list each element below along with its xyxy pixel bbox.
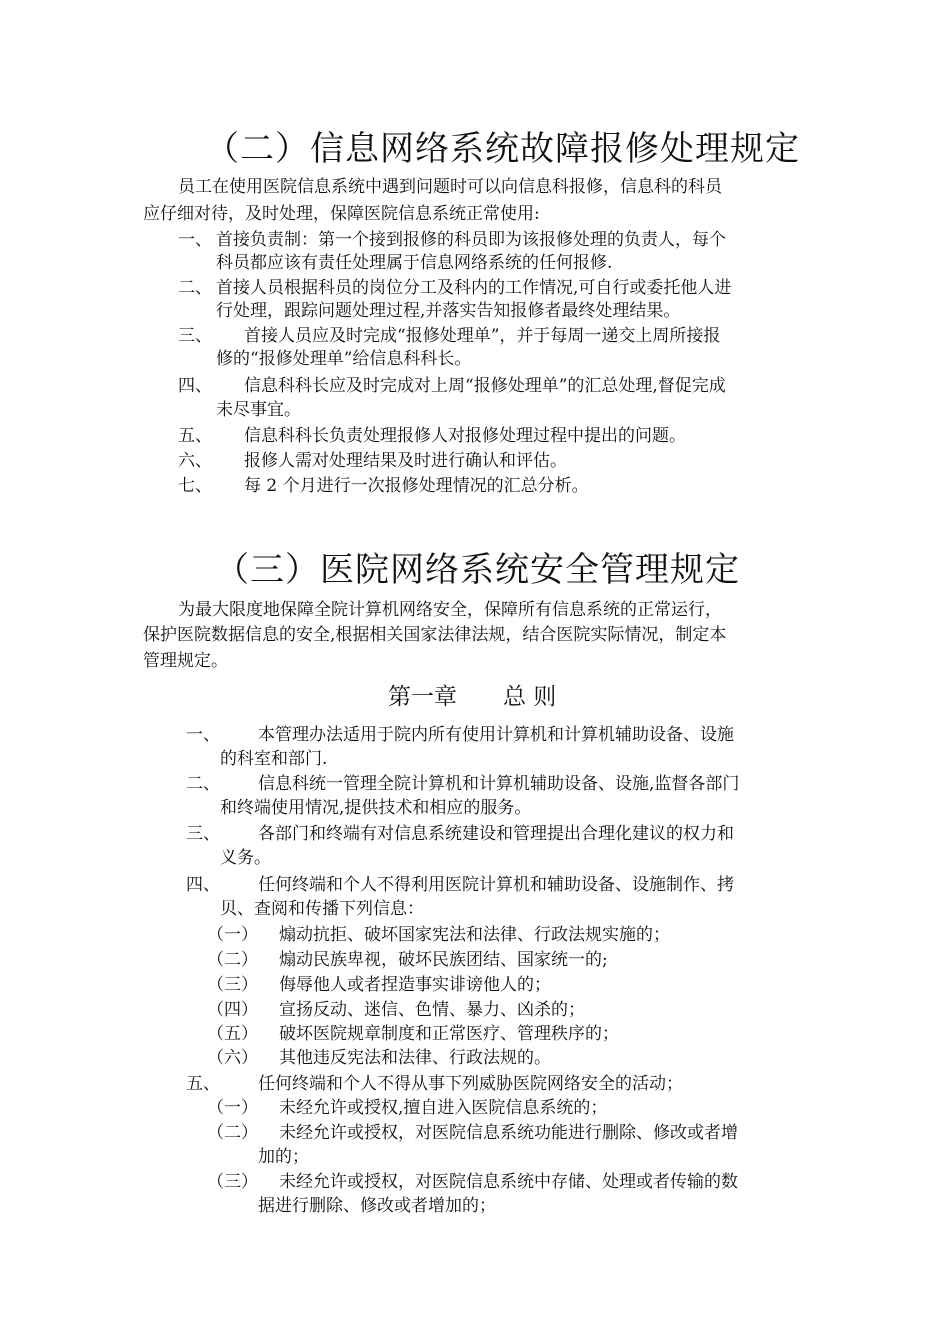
section-3-item-5-sub-2-line-2: 加的； (258, 1147, 309, 1167)
section-3-sub-2-line-1: 煽动民族卑视，破坏民族团结、国家统一的; (279, 950, 608, 970)
section-2-item-4-label: 四、 (178, 376, 212, 396)
section-3-item-2-label: 二、 (186, 774, 220, 794)
section-2-item-1-line-1: 首接负责制：第一个接到报修的科员即为该报修处理的负责人，每个 (216, 230, 726, 250)
section-3-item-1-label: 一、 (186, 725, 220, 745)
chapter-heading: 第一章 总 则 (388, 684, 557, 710)
section-2-item-4-line-2: 未尽事宜。 (216, 400, 301, 420)
section-2-item-2-line-1: 首接人员根据科员的岗位分工及科内的工作情况,可自行或委托他人进 (216, 278, 732, 298)
section-2-item-7-label: 七、 (178, 476, 212, 496)
section-3-item-5-sub-2-line-1: 未经允许或授权，对医院信息系统功能进行删除、修改或者增 (279, 1123, 738, 1143)
section-3-item-4-line-2: 贝、查阅和传播下列信息： (220, 899, 424, 919)
section-3-sub-3-line-1: 侮辱他人或者捏造事实诽谤他人的； (279, 975, 551, 995)
section-3-item-5-sub-2-label: （二） (207, 1123, 258, 1143)
section-2-item-5-label: 五、 (178, 426, 212, 446)
section-3-intro-line-3: 管理规定。 (143, 651, 228, 671)
section-2-title: （二）信息网络系统故障报修处理规定 (205, 129, 800, 169)
section-2-item-5-line-1: 信息科科长负责处理报修人对报修处理过程中提出的问题。 (244, 426, 686, 446)
section-3-item-5-label: 五、 (186, 1074, 220, 1094)
section-2-item-3-line-2: 修的“报修处理单”给信息科科长。 (216, 349, 472, 369)
section-3-item-1-line-2: 的科室和部门. (220, 749, 328, 769)
section-2-item-1-label: 一、 (178, 230, 212, 250)
section-3-intro-line-2: 保护医院数据信息的安全,根据相关国家法律法规，结合医院实际情况，制定本 (143, 625, 727, 645)
section-3-sub-6-label: （六） (207, 1048, 258, 1068)
section-2-item-2-label: 二、 (178, 278, 212, 298)
section-3-item-5-sub-3-line-1: 未经允许或授权，对医院信息系统中存储、处理或者传输的数 (279, 1172, 738, 1192)
section-3-item-1-line-1: 本管理办法适用于院内所有使用计算机和计算机辅助设备、设施 (258, 725, 734, 745)
section-3-item-2-line-1: 信息科统一管理全院计算机和计算机辅助设备、设施,监督各部门 (258, 774, 740, 794)
section-3-sub-3-label: （三） (207, 975, 258, 995)
section-2-intro-line-2: 应仔细对待，及时处理，保障医院信息系统正常使用: (143, 204, 540, 224)
section-3-sub-2-label: （二） (207, 950, 258, 970)
section-2-item-3-label: 三、 (178, 326, 212, 346)
section-3-item-5-sub-3-line-2: 据进行删除、修改或者增加的； (258, 1196, 496, 1216)
section-3-sub-1-line-1: 煽动抗拒、破坏国家宪法和法律、行政法规实施的； (279, 925, 670, 945)
section-2-item-1-line-2: 科员都应该有责任处理属于信息网络系统的任何报修. (216, 253, 613, 273)
section-2-item-3-line-1: 首接人员应及时完成“报修处理单”，并于每周一递交上周所接报 (244, 326, 721, 346)
section-3-sub-4-line-1: 宣扬反动、迷信、色情、暴力、凶杀的； (279, 1000, 585, 1020)
section-3-intro-line-1: 为最大限度地保障全院计算机网络安全，保障所有信息系统的正常运行， (178, 600, 722, 620)
section-2-item-7-line-1: 每 2 个月进行一次报修处理情况的汇总分析。 (244, 476, 589, 496)
section-3-item-5-sub-3-label: （三） (207, 1172, 258, 1192)
section-3-sub-1-label: （一） (207, 925, 258, 945)
section-3-item-3-line-1: 各部门和终端有对信息系统建设和管理提出合理化建议的权力和 (258, 824, 734, 844)
section-3-sub-5-label: （五） (207, 1024, 258, 1044)
section-3-item-5-line-1: 任何终端和个人不得从事下列威胁医院网络安全的活动； (258, 1074, 683, 1094)
section-3-item-2-line-2: 和终端使用情况,提供技术和相应的服务。 (220, 798, 532, 818)
section-3-item-4-line-1: 任何终端和个人不得利用医院计算机和辅助设备、设施制作、拷 (258, 875, 734, 895)
section-3-item-3-label: 三、 (186, 824, 220, 844)
section-3-item-5-sub-1-line-1: 未经允许或授权,擅自进入医院信息系统的； (279, 1098, 608, 1118)
section-3-item-4-label: 四、 (186, 875, 220, 895)
section-2-intro-line-1: 员工在使用医院信息系统中遇到问题时可以向信息科报修，信息科的科员 (178, 177, 722, 197)
section-3-title: （三）医院网络系统安全管理规定 (215, 550, 740, 590)
section-3-item-5-sub-1-label: （一） (207, 1098, 258, 1118)
section-2-item-6-label: 六、 (178, 451, 212, 471)
section-3-sub-4-label: （四） (207, 1000, 258, 1020)
section-2-item-6-line-1: 报修人需对处理结果及时进行确认和评估。 (244, 451, 567, 471)
section-2-item-2-line-2: 行处理，跟踪问题处理过程,并落实告知报修者最终处理结果。 (216, 301, 681, 321)
section-3-sub-5-line-1: 破坏医院规章制度和正常医疗、管理秩序的； (279, 1024, 619, 1044)
section-3-sub-6-line-1: 其他违反宪法和法律、行政法规的。 (279, 1048, 551, 1068)
section-3-item-3-line-2: 义务。 (220, 848, 271, 868)
section-2-item-4-line-1: 信息科科长应及时完成对上周“报修处理单”的汇总处理,督促完成 (244, 376, 726, 396)
